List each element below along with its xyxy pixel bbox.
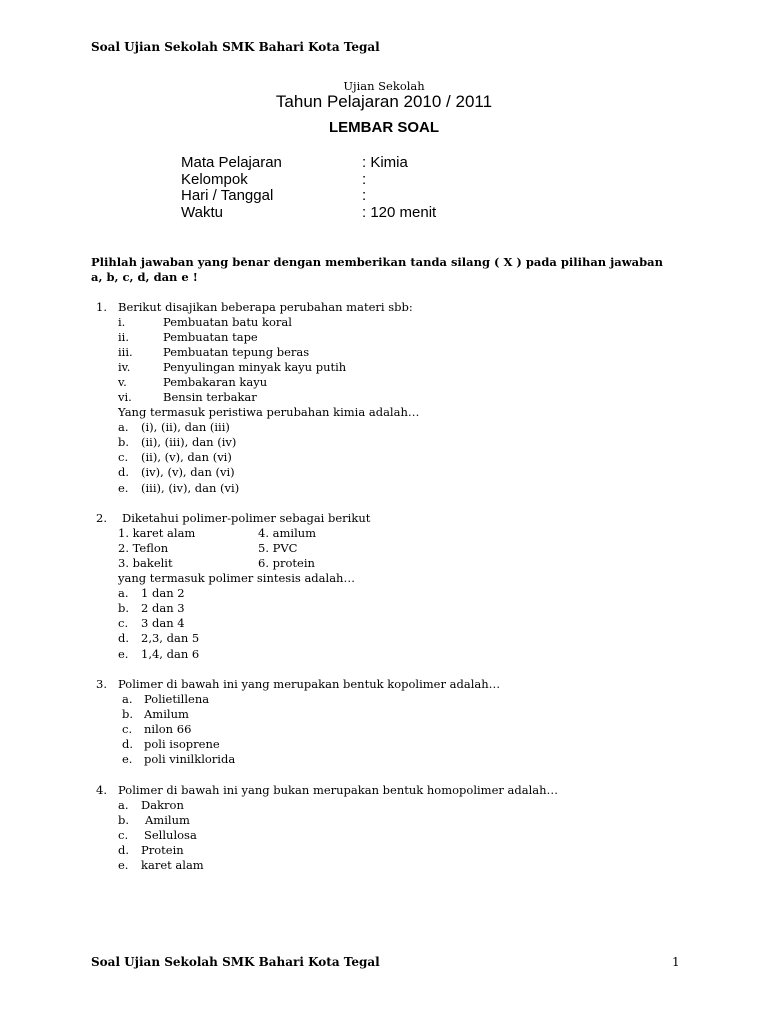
option-text: (iv), (v), dan (vi) <box>141 465 235 479</box>
question-prompt: Yang termasuk peristiwa perubahan kimia adalah… <box>118 405 420 419</box>
option-text: (iii), (iv), dan (vi) <box>141 481 240 495</box>
info-label: Hari / Tanggal <box>181 187 274 204</box>
option-letter: a. <box>118 798 129 812</box>
option-text: (i), (ii), dan (iii) <box>141 420 230 434</box>
info-value: : 120 menit <box>362 204 437 221</box>
option-text: Protein <box>141 843 184 857</box>
option-text: Polietillena <box>144 692 210 706</box>
info-value: : <box>362 171 367 188</box>
option-letter: c. <box>122 722 133 736</box>
academic-year: Tahun Pelajaran 2010 / 2011 <box>275 92 493 111</box>
roman-numeral: iv. <box>118 360 131 374</box>
roman-numeral: v. <box>118 375 127 389</box>
polymer-item: 5. PVC <box>258 541 298 555</box>
option-text: (ii), (iii), dan (iv) <box>141 435 237 449</box>
polymer-item: 6. protein <box>258 556 315 570</box>
list-item: Pembuatan batu koral <box>163 315 292 329</box>
option-letter: c. <box>118 616 129 630</box>
list-item: Pembuatan tepung beras <box>163 345 310 359</box>
option-text: 2,3, dan 5 <box>141 631 200 645</box>
polymer-item: 2. Teflon <box>118 541 169 555</box>
option-letter: e. <box>118 858 129 872</box>
question-text: Polimer di bawah ini yang bukan merupakan bentuk homopolimer adalah… <box>118 783 559 797</box>
option-letter: d. <box>118 465 130 479</box>
option-text: 1,4, dan 6 <box>141 647 200 661</box>
page-header: Soal Ujian Sekolah SMK Bahari Kota Tegal <box>91 40 380 54</box>
option-letter: b. <box>118 435 130 449</box>
option-text: Amilum <box>145 813 190 827</box>
option-letter: e. <box>118 481 129 495</box>
instruction-line-1: Plihlah jawaban yang benar dengan memberikan tanda silang ( X ) pada pilihan jawaban <box>91 255 663 269</box>
option-text: Amilum <box>144 707 189 721</box>
roman-numeral: vi. <box>118 390 132 404</box>
question-text: Polimer di bawah ini yang merupakan bentuk kopolimer adalah… <box>118 677 501 691</box>
option-letter: c. <box>118 828 129 842</box>
option-letter: b. <box>118 813 130 827</box>
question-number: 4. <box>96 783 107 797</box>
page-number: 1 <box>672 955 680 969</box>
info-label: Waktu <box>181 204 223 221</box>
question-text: Berikut disajikan beberapa perubahan materi sbb: <box>118 300 413 314</box>
option-letter: a. <box>118 586 129 600</box>
list-item: Penyulingan minyak kayu putih <box>163 360 347 374</box>
option-text: Dakron <box>141 798 184 812</box>
info-label: Kelompok <box>181 171 248 188</box>
option-letter: a. <box>118 420 129 434</box>
question-number: 3. <box>96 677 107 691</box>
question-number: 2. <box>96 511 107 525</box>
sheet-title: LEMBAR SOAL <box>329 119 439 136</box>
list-item: Pembakaran kayu <box>163 375 268 389</box>
info-value: : <box>362 187 367 204</box>
info-label: Mata Pelajaran <box>181 154 282 171</box>
option-letter: e. <box>118 647 129 661</box>
question-text: Diketahui polimer-polimer sebagai berikut <box>122 511 371 525</box>
option-text: nilon 66 <box>144 722 192 736</box>
polymer-item: 3. bakelit <box>118 556 173 570</box>
roman-numeral: i. <box>118 315 126 329</box>
list-item: Pembuatan tape <box>163 330 258 344</box>
polymer-item: 1. karet alam <box>118 526 196 540</box>
polymer-item: 4. amilum <box>258 526 317 540</box>
option-letter: b. <box>122 707 134 721</box>
option-text: 2 dan 3 <box>141 601 185 615</box>
question-number: 1. <box>96 300 107 314</box>
info-value: : Kimia <box>362 154 408 171</box>
option-text: karet alam <box>141 858 204 872</box>
list-item: Bensin terbakar <box>163 390 257 404</box>
question-prompt: yang termasuk polimer sintesis adalah… <box>118 571 355 585</box>
option-text: 1 dan 2 <box>141 586 185 600</box>
roman-numeral: ii. <box>118 330 130 344</box>
option-text: 3 dan 4 <box>141 616 185 630</box>
option-text: poli vinilklorida <box>144 752 236 766</box>
option-letter: d. <box>118 843 130 857</box>
option-text: poli isoprene <box>144 737 220 751</box>
option-letter: a. <box>122 692 133 706</box>
option-letter: c. <box>118 450 129 464</box>
page-footer: Soal Ujian Sekolah SMK Bahari Kota Tegal <box>91 955 380 969</box>
option-letter: d. <box>122 737 134 751</box>
option-letter: b. <box>118 601 130 615</box>
exam-title: Ujian Sekolah <box>343 79 425 93</box>
option-letter: d. <box>118 631 130 645</box>
option-letter: e. <box>122 752 133 766</box>
option-text: (ii), (v), dan (vi) <box>141 450 232 464</box>
roman-numeral: iii. <box>118 345 133 359</box>
instruction-line-2: a, b, c, d, dan e ! <box>91 270 198 284</box>
option-text: Sellulosa <box>144 828 197 842</box>
